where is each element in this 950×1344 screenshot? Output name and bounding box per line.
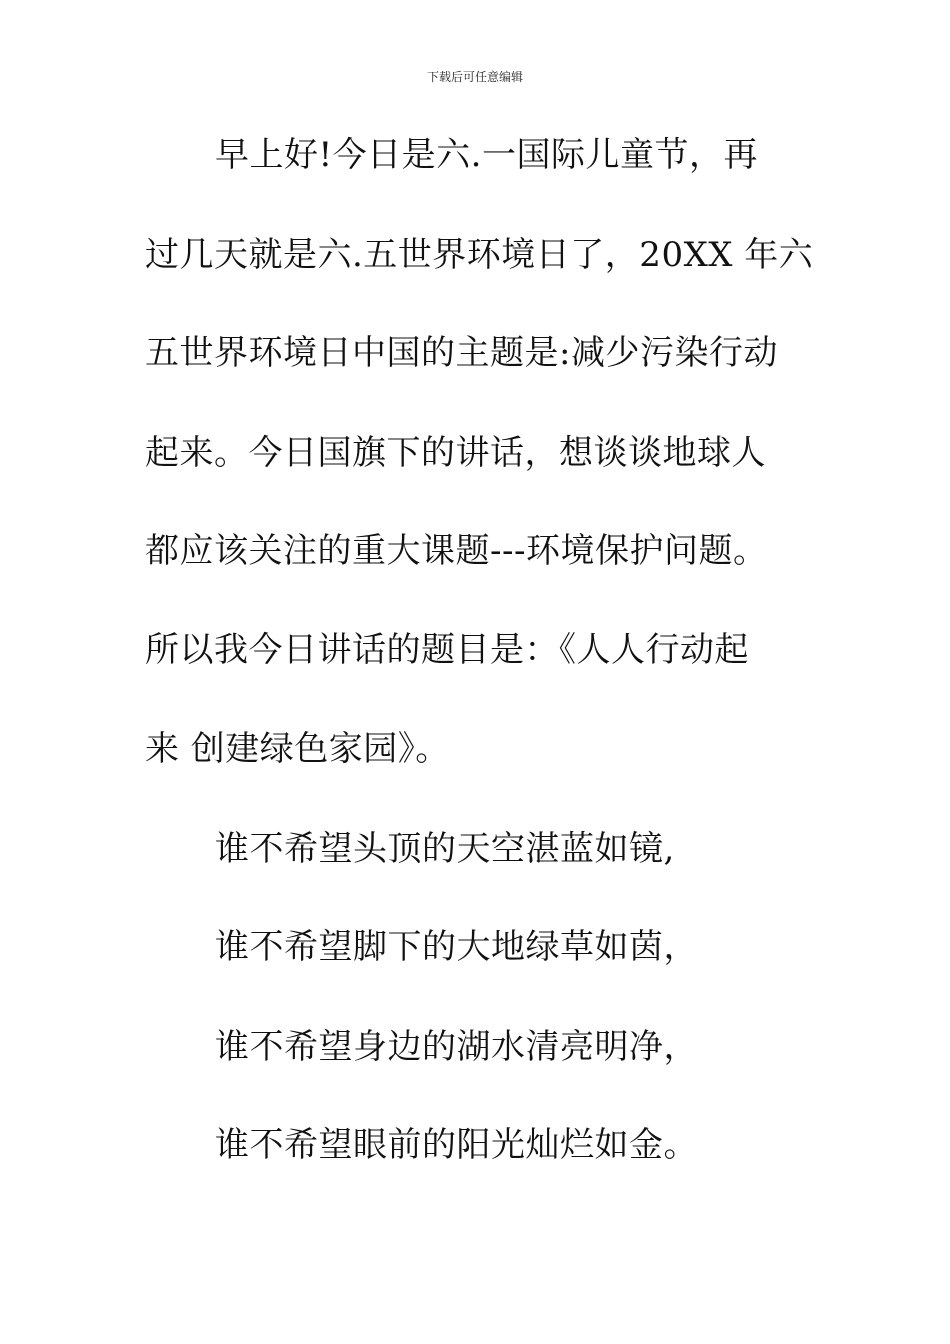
poem-line-3: 谁不希望身边的湖水清亮明净， <box>215 1027 698 1067</box>
paragraph-line-5: 都应该关注的重大课题---环境保护问题。 <box>145 531 768 571</box>
paragraph-line-6: 所以我今日讲话的题目是：《人人行动起 <box>145 630 749 670</box>
poem-line-1: 谁不希望头顶的天空湛蓝如镜, <box>215 829 675 869</box>
poem-line-2: 谁不希望脚下的大地绿草如茵， <box>215 927 698 967</box>
paragraph-line-2: 过几天就是六.五世界环境日了，20XX 年六 <box>145 235 814 275</box>
paragraph-line-7: 来 创建绿色家园》。 <box>145 729 450 769</box>
paragraph-line-4: 起来。今日国旗下的讲话，想谈谈地球人 <box>145 433 766 473</box>
paragraph-line-3: 五世界环境日中国的主题是:减少污染行动 <box>145 333 778 373</box>
paragraph-line-1: 早上好!今日是六.一国际儿童节，再 <box>215 135 758 175</box>
poem-line-4: 谁不希望眼前的阳光灿烂如金。 <box>215 1125 698 1165</box>
header-note: 下载后可任意编辑 <box>426 70 523 84</box>
